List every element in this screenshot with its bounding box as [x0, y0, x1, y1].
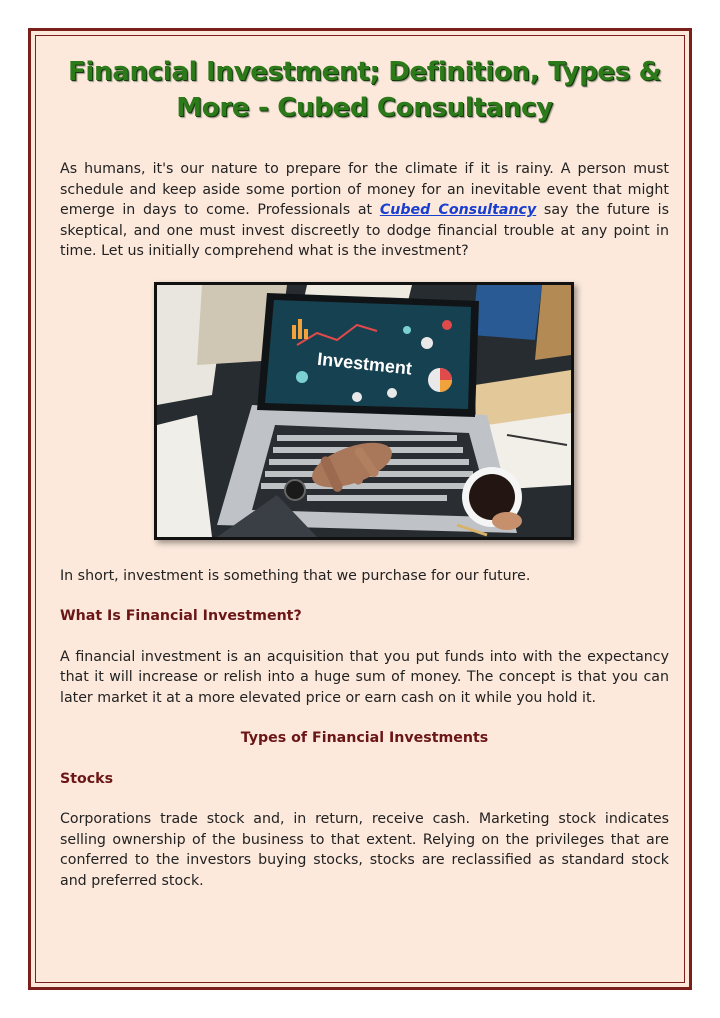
intro-paragraph [60, 159, 669, 262]
investment-laptop-image [154, 282, 574, 540]
intro-text-start: As humans, it's our nature to prepare for the climate if it is rainy. A person must schedule and keep aside some portion of money for an inevitable event that might emerge in days to come. Professionals at [60, 161, 669, 218]
stocks-paragraph: Corporations trade stock and, in return, receive cash. Marketing stock indicates selling ownership of the business to that extent. Relying on the privileges that are conferred to the investors buying stocks, stocks are reclassified as standard stock and preferred stock. [60, 811, 669, 889]
document-body [60, 54, 669, 891]
page-title: Financial Investment; Definition, Types & More - Cubed Consultancy [67, 57, 662, 123]
summary-paragraph: In short, investment is something that we purchase for our future. [60, 567, 531, 584]
section-heading-stocks: Stocks [60, 770, 114, 787]
definition-paragraph: A financial investment is an acquisition that you put funds into with the expectancy that it will increase or relish into a huge sum of money. The concept is that you can later market it at a more elevated price or earn cash on it while you hold it. [60, 648, 669, 706]
intro-text-end: say the future is skeptical, and one must invest discreetly to dodge financial trouble at any point in time. Let us initially comprehend what is the investment? [60, 202, 670, 259]
cubed-consultancy-link[interactable]: Cubed Consultancy [379, 202, 537, 218]
screen-investment-text: Investment [316, 348, 413, 379]
section-heading-types: Types of Financial Investments [240, 730, 489, 746]
section-heading-what-is: What Is Financial Investment? [60, 608, 302, 624]
